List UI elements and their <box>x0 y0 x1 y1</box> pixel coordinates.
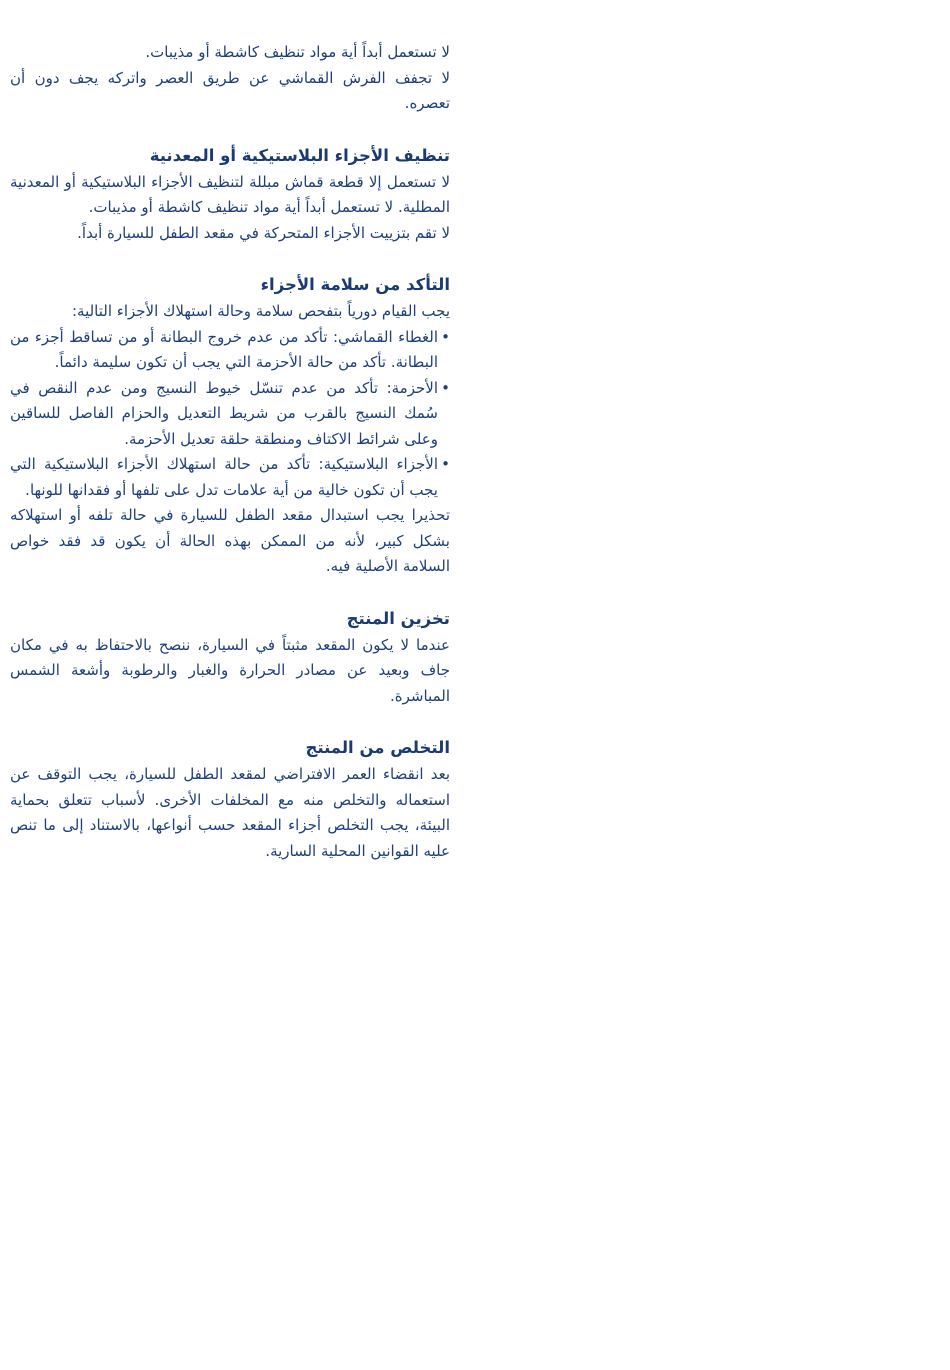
section-paragraph: لا تقم بتزييت الأجزاء المتحركة في مقعد الطفل للسيارة أبداً. <box>77 223 450 242</box>
section-cleaning-parts <box>10 142 450 247</box>
warning-paragraph: تحذيرا يجب استبدال مقعد الطفل للسيارة في حالة تلفه أو استهلاكه بشكل كبير، لأنه من الممكن بهذه الحالة أن يكون قد فقد خواص السلامة الأصلية فيه. <box>10 506 450 575</box>
bullet-dot-icon: • <box>441 327 450 346</box>
intro-line: لا تجفف الفرش القماشي عن طريق العصر واتركه يجف دون أن تعصره. <box>10 68 450 112</box>
section-parts-check <box>10 271 450 580</box>
section-intro: يجب القيام دورياً بتفحص سلامة وحالة استهلاك الأجزاء التالية: <box>71 302 450 320</box>
section-paragraph: لا تستعمل إلا قطعة قماش مبللة لتنظيف الأجزاء البلاستيكية أو المعدنية المطلية. لا تستعمل أبداً أية مواد تنظيف كاشطة أو مذيبات. <box>10 172 450 216</box>
section-heading: تنظيف الأجزاء البلاستيكية أو المعدنية <box>149 145 450 165</box>
list-item-text: الأجزاء البلاستيكية: تأكد من حالة استهلاك الأجزاء البلاستيكية التي يجب أن تكون خالية من أية علامات تدل على تلفها أو فقدانها للونها. <box>10 455 438 499</box>
section-storage <box>10 605 450 710</box>
manual-text-column <box>10 40 450 864</box>
intro-line: لا تستعمل أبداً أية مواد تنظيف كاشطة أو مذيبات. <box>145 43 450 61</box>
intro-block <box>10 40 450 117</box>
section-heading: تخزين المنتج <box>346 608 450 628</box>
section-paragraph: بعد انقضاء العمر الافتراضي لمقعد الطفل للسيارة، يجب التوقف عن استعماله والتخلص منه مع المخلفات الأخرى. لأسباب تتعلق بحماية البيئة، يجب التخلص أجزاء المقعد حسب أنواعها، بالاستناد إلى ما تنص عليه القوانين المحلية السارية. <box>10 765 450 860</box>
list-item <box>10 325 450 376</box>
section-paragraph: عندما لا يكون المقعد مثبتاً في السيارة، ننصح بالاحتفاظ به في مكان جاف وبعيد عن مصادر الحرارة والغبار والرطوبة وأشعة الشمس المباشرة. <box>10 635 450 705</box>
section-heading: التأكد من سلامة الأجزاء <box>260 275 450 294</box>
bullet-list <box>10 325 450 504</box>
list-item-text: الأحزمة: تأكد من عدم تنسّل خيوط النسيج ومن عدم النقص في سُمك النسيج بالقرب من شريط التعديل والحزام الفاصل للساقين وعلى شرائط الاكتاف ومنطقة حلقة تعديل الأحزمة. <box>10 378 438 448</box>
list-item <box>10 376 450 453</box>
section-heading: التخلص من المنتج <box>305 738 450 757</box>
bullet-dot-icon: • <box>441 455 450 473</box>
list-item-text: الغطاء القماشي: تأكد من عدم خروج البطانة أو من تساقط أجزء من البطانة. تأكد من حالة الأحزمة التي يجب أن تكون سليمة دائماً. <box>10 327 438 371</box>
section-disposal <box>10 734 450 864</box>
bullet-dot-icon: • <box>441 378 450 397</box>
list-item <box>10 452 450 503</box>
